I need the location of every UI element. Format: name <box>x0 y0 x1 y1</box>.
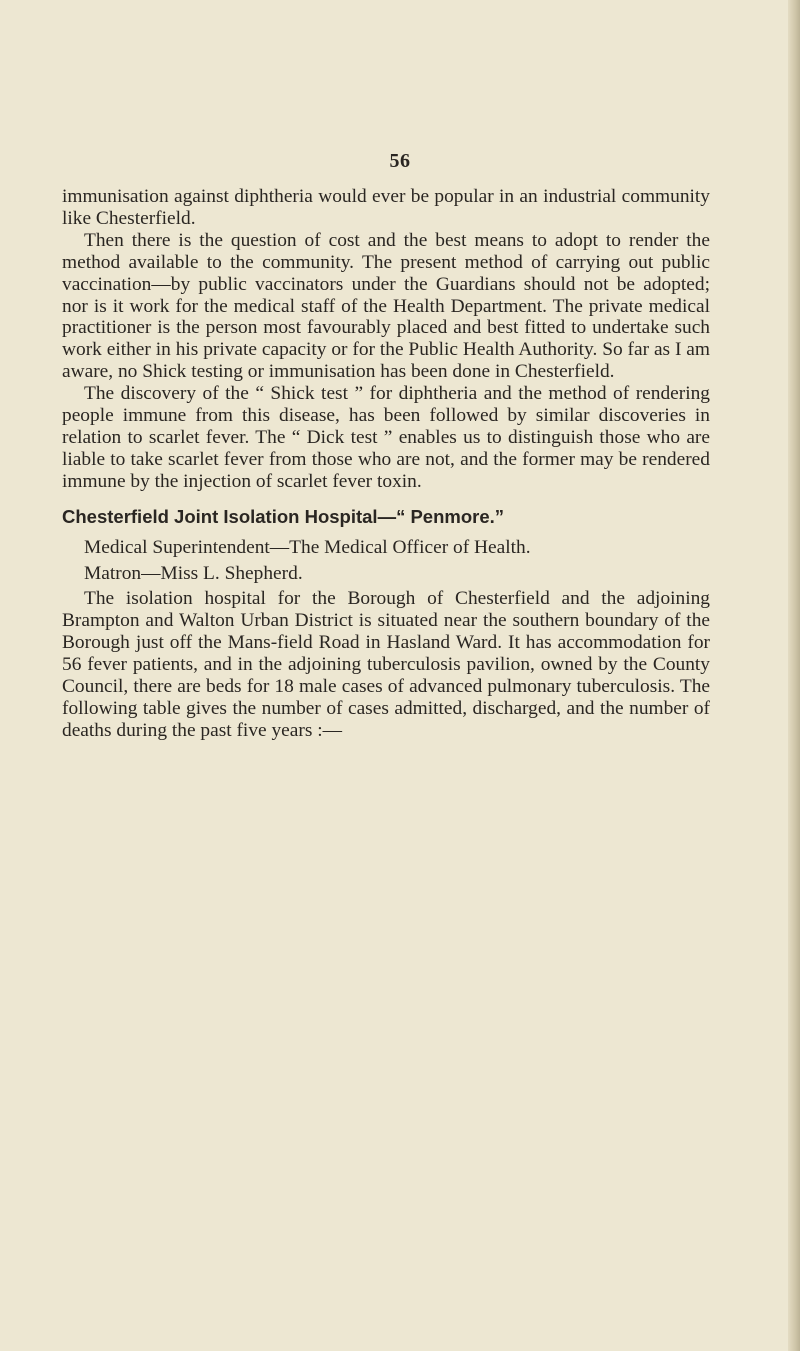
document-body <box>62 186 710 742</box>
matron-line: Matron—Miss L. Shepherd. <box>84 562 303 584</box>
medical-superintendent-line: Medical Superintendent—The Medical Officer of Health. <box>84 536 531 558</box>
paragraph-shick-and-dick-tests: The discovery of the “ Shick test ” for diphtheria and the method of rendering people immune from this disease, has been followed by similar discoveries in relation to scarlet fever. The “ Dick test ” enables us to distinguish those who are liable to take scarlet fever from those who are not, and the former may be rendered immune by the injection of scarlet fever toxin. <box>62 383 710 492</box>
paragraph-isolation-hospital: The isolation hospital for the Borough of Chesterfield and the adjoining Brampton and Walton Urban District is situated near the southern boundary of the Borough just off the Mans-field Road in Hasland Ward. It has accommodation for 56 fever patients, and in the adjoining tuberculosis pavilion, owned by the County Council, there are beds for 18 male cases of advanced pulmonary tuberculosis. The following table gives the number of cases admitted, discharged, and the number of deaths during the past five years :— <box>62 588 710 741</box>
page-edge <box>788 0 800 1351</box>
page-number: 56 <box>389 150 411 172</box>
paragraph-immunisation-popularity: immunisation against diphtheria would ever be popular in an industrial community like Chesterfield. <box>62 186 710 229</box>
paragraph-cost-and-means: Then there is the question of cost and the best means to adopt to render the method available to the community. The present method of carrying out public vaccination—by public vaccinators under the Guardians should not be adopted; nor is it work for the medical staff of the Health Department. The private medical practitioner is the person most favourably placed and best fitted to undertake such work either in his private capacity or for the Public Health Authority. So far as I am aware, no Shick testing or immunisation has been done in Chesterfield. <box>62 229 710 383</box>
section-heading: Chesterfield Joint Isolation Hospital—“ Penmore.” <box>62 505 505 527</box>
